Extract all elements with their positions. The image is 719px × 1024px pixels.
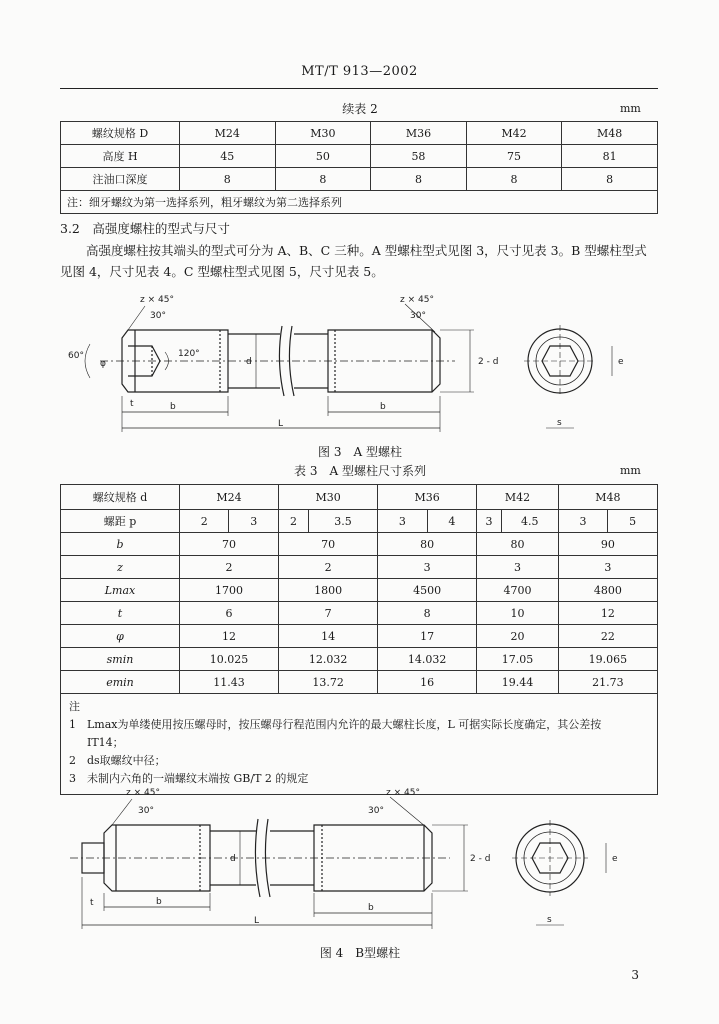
- note-text: 未制内六角的一端螺纹末端按 GB/T 2 的规定: [87, 772, 309, 785]
- fig3-ds: d: [246, 357, 252, 367]
- table-cell: 14.032: [378, 648, 477, 671]
- table-cell: smin: [61, 648, 180, 671]
- table-cell: M36: [378, 485, 477, 510]
- table-row: [61, 602, 658, 625]
- table-cell: 19.44: [477, 671, 559, 694]
- table-row: [61, 122, 658, 145]
- fig4-s: s: [547, 915, 552, 925]
- fig3-phi: φ: [100, 359, 106, 369]
- table-cell: 8: [371, 168, 467, 191]
- table-cell: 2: [180, 510, 229, 533]
- table-row: [61, 648, 658, 671]
- fig3-d2: 2 - d: [478, 357, 499, 367]
- table-cell: 螺纹规格 d: [61, 485, 180, 510]
- table-row: [61, 168, 658, 191]
- table-cell: 16: [378, 671, 477, 694]
- table-cell: 58: [371, 145, 467, 168]
- table-cell: 3: [229, 510, 279, 533]
- fig3-b-left: b: [170, 402, 176, 412]
- table2-note: 注：细牙螺纹为第一选择系列，粗牙螺纹为第二选择系列: [61, 191, 658, 214]
- table-cell: 19.065: [558, 648, 657, 671]
- table2-title: 续表 2: [342, 102, 378, 116]
- table-cell: 3: [558, 510, 607, 533]
- table-cell: M42: [466, 122, 562, 145]
- fig4-d2: 2 - d: [470, 854, 491, 864]
- table-cell: M48: [562, 122, 658, 145]
- fig3-b-right: b: [380, 402, 386, 412]
- table-row: [61, 485, 658, 510]
- fig3-L: L: [278, 419, 284, 429]
- table-cell: b: [61, 533, 180, 556]
- section-paragraph: 高强度螺柱按其端头的型式可分为 A、B、C 三种。A 型螺柱型式见图 3，尺寸见表 3。B 型螺柱型式见图 4，尺寸见表 4。C 型螺柱型式见图 5，尺寸见表 5。: [60, 243, 647, 279]
- table-cell: 螺纹规格 D: [61, 122, 180, 145]
- table-row: [61, 625, 658, 648]
- figure-4-drawing: [60, 785, 658, 935]
- fig3-s: s: [557, 418, 562, 428]
- table-cell: φ: [61, 625, 180, 648]
- table-cell: M42: [477, 485, 559, 510]
- fig4-b-right: b: [368, 903, 374, 913]
- table-cell: 80: [477, 533, 559, 556]
- table-cell: z: [61, 556, 180, 579]
- table-cell: 5: [608, 510, 658, 533]
- table-cell: M30: [279, 485, 378, 510]
- note-number: 2: [69, 754, 76, 767]
- fig3-angle-120: 120°: [178, 349, 200, 359]
- page-number: 3: [631, 968, 639, 982]
- table-cell: 13.72: [279, 671, 378, 694]
- table-cell: Lmax: [61, 579, 180, 602]
- table3-notes: [61, 694, 658, 795]
- table-cell: 14: [279, 625, 378, 648]
- table-cell: 8: [466, 168, 562, 191]
- table-cell: 12: [180, 625, 279, 648]
- note-text: IT14；: [87, 736, 124, 749]
- table-row: [61, 579, 658, 602]
- table-cell: 高度 H: [61, 145, 180, 168]
- fig4-angle-right: 30°: [368, 806, 384, 816]
- figure-3-caption: 图 3 A 型螺柱: [318, 445, 402, 459]
- table-cell: 50: [275, 145, 371, 168]
- fig3-e: e: [618, 357, 624, 367]
- table-row: [61, 671, 658, 694]
- figure-4-caption: 图 4 B型螺柱: [319, 946, 401, 960]
- table-cell: 4500: [378, 579, 477, 602]
- table-cell: 4700: [477, 579, 559, 602]
- note-item: [69, 716, 649, 734]
- fig3-chamfer-left: z × 45°: [140, 295, 174, 305]
- table3-unit: mm: [620, 464, 641, 477]
- table-cell: emin: [61, 671, 180, 694]
- figure-3-drawing: [60, 288, 658, 438]
- table-cell: 70: [279, 533, 378, 556]
- table-cell: 17.05: [477, 648, 559, 671]
- fig3-angle-left: 30°: [150, 311, 166, 321]
- table-cell: 22: [558, 625, 657, 648]
- table-cell: 螺距 p: [61, 510, 180, 533]
- table2: [60, 121, 658, 214]
- table-cell: 4: [427, 510, 477, 533]
- fig3-angle-right: 30°: [410, 311, 426, 321]
- table-cell: 11.43: [180, 671, 279, 694]
- fig4-ds: d: [230, 854, 236, 864]
- table-cell: 3: [378, 556, 477, 579]
- fig4-e: e: [612, 854, 618, 864]
- table-cell: 6: [180, 602, 279, 625]
- table-cell: 3: [558, 556, 657, 579]
- table-cell: 81: [562, 145, 658, 168]
- notes-heading: 注: [69, 700, 80, 713]
- fig3-chamfer-right: z × 45°: [400, 295, 434, 305]
- table-cell: 70: [180, 533, 279, 556]
- table-cell: 2: [180, 556, 279, 579]
- fig4-angle-left: 30°: [138, 806, 154, 816]
- table-cell: 3.5: [308, 510, 377, 533]
- note-item: [69, 734, 649, 752]
- table-cell: 12.032: [279, 648, 378, 671]
- table-cell: 7: [279, 602, 378, 625]
- table-cell: 3: [477, 510, 502, 533]
- table-cell: 10.025: [180, 648, 279, 671]
- table-cell: 2: [279, 556, 378, 579]
- table-cell: 75: [466, 145, 562, 168]
- table-row: [61, 556, 658, 579]
- table-cell: 注油口深度: [61, 168, 180, 191]
- note-text: Lmax为单缕使用按压螺母时，按压螺母行程范围内允许的最大螺柱长度，L 可据实际长度确定，其公差按: [87, 718, 602, 731]
- table-cell: 8: [180, 168, 276, 191]
- table-cell: 12: [558, 602, 657, 625]
- table-row: [61, 510, 658, 533]
- table-cell: 4800: [558, 579, 657, 602]
- document-standard-number: MT/T 913—2002: [301, 64, 418, 79]
- table-row: [61, 145, 658, 168]
- table-cell: 90: [558, 533, 657, 556]
- fig4-L: L: [254, 916, 260, 926]
- table-cell: 20: [477, 625, 559, 648]
- table-cell: 45: [180, 145, 276, 168]
- table-cell: 3: [378, 510, 427, 533]
- section-heading: 3.2 高强度螺柱的型式与尺寸: [60, 221, 230, 236]
- table-cell: M30: [275, 122, 371, 145]
- table-cell: M48: [558, 485, 657, 510]
- table-cell: 17: [378, 625, 477, 648]
- table-cell: M36: [371, 122, 467, 145]
- table-cell: 10: [477, 602, 559, 625]
- fig3-angle-60: 60°: [68, 351, 84, 361]
- table-cell: 8: [378, 602, 477, 625]
- table-cell: 3: [477, 556, 559, 579]
- fig4-b-left: b: [156, 897, 162, 907]
- table-cell: 4.5: [501, 510, 558, 533]
- table2-unit: mm: [620, 102, 641, 115]
- table3-title: 表 3 A 型螺柱尺寸系列: [294, 464, 426, 478]
- table-cell: 21.73: [558, 671, 657, 694]
- fig3-t: t: [130, 399, 134, 409]
- note-number: 1: [69, 718, 76, 731]
- table-cell: 1800: [279, 579, 378, 602]
- fig4-t: t: [90, 898, 94, 908]
- table-cell: 80: [378, 533, 477, 556]
- table-cell: 2: [279, 510, 309, 533]
- table-cell: t: [61, 602, 180, 625]
- table-cell: 1700: [180, 579, 279, 602]
- note-item: [69, 752, 649, 770]
- note-number: 3: [69, 772, 76, 785]
- table3: [60, 484, 658, 795]
- table-row: [61, 694, 658, 795]
- table-cell: M24: [180, 485, 279, 510]
- fig4-chamfer-left: z × 45°: [126, 788, 160, 798]
- table-cell: 8: [275, 168, 371, 191]
- fig4-chamfer-right: z × 45°: [386, 788, 420, 798]
- table-row: [61, 191, 658, 214]
- note-text: ds取螺纹中径；: [87, 754, 166, 767]
- table-row: [61, 533, 658, 556]
- table-cell: M24: [180, 122, 276, 145]
- header-rule: [60, 88, 658, 89]
- table-cell: 8: [562, 168, 658, 191]
